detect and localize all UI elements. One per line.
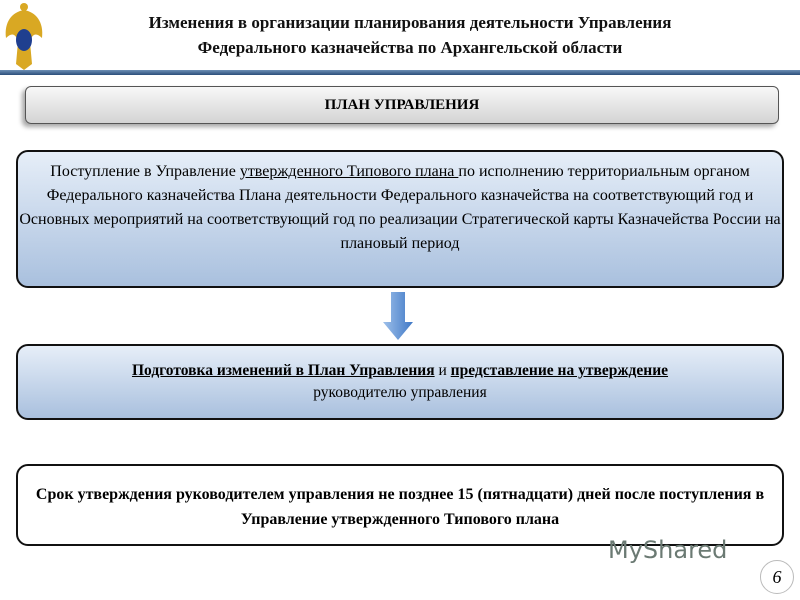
text: Поступление в Управление xyxy=(50,163,240,180)
treasury-emblem-icon xyxy=(2,2,46,72)
title-line-2: Федерального казначейства по Архангельской области xyxy=(197,38,623,57)
step-box-receipt xyxy=(16,150,784,288)
plan-heading: ПЛАН УПРАВЛЕНИЯ xyxy=(25,86,779,124)
text: и xyxy=(434,362,451,379)
underlined-text: представление на утверждение xyxy=(450,362,669,379)
underlined-text: утвержденного Типового плана xyxy=(239,163,459,180)
watermark-logo: MyShared xyxy=(608,536,728,564)
text: руководителю управления xyxy=(313,384,487,401)
page-number: 6 xyxy=(760,560,794,594)
underlined-text: Подготовка изменений в План Управления xyxy=(131,362,435,379)
page-title xyxy=(60,10,760,60)
arrow-down-icon xyxy=(383,292,413,340)
title-line-1: Изменения в организации планирования деятельности Управления xyxy=(148,13,672,32)
step-box-preparation xyxy=(16,344,784,420)
header-divider xyxy=(0,70,800,75)
text: по исполнению территориальным органом Федерального казначейства Плана деятельности Федерального казначейства на соответствующий год и Основных мероприятий на соответствующий год по реализации Стратегической карты Казначейства России на плановый период xyxy=(19,163,781,252)
deadline-box: Срок утверждения руководителем управления не позднее 15 (пятнадцати) дней после поступления в Управление утвержденного Типового плана xyxy=(16,464,784,546)
